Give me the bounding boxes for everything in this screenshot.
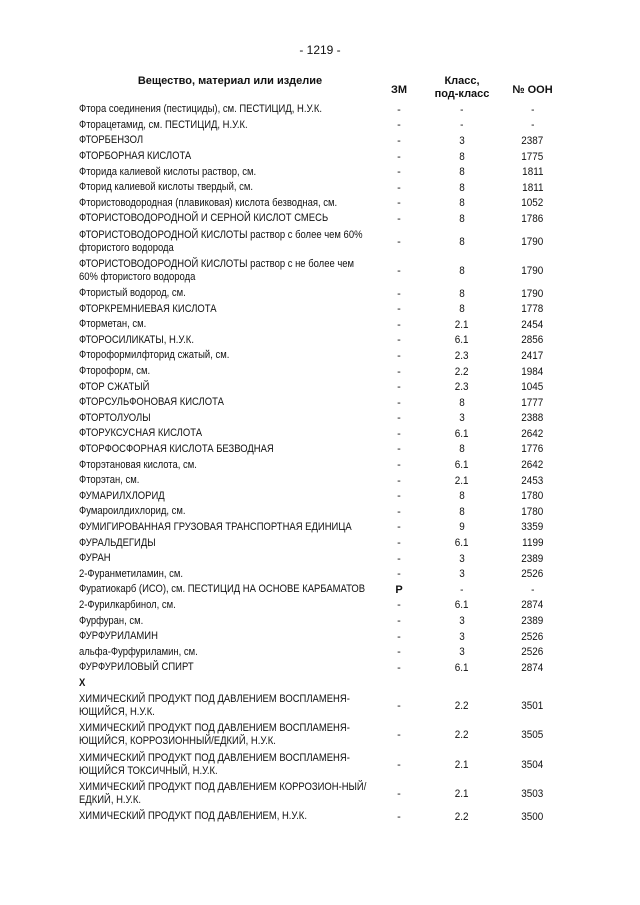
- class-cell: 8: [459, 212, 465, 225]
- zm-cell: -: [397, 381, 401, 394]
- table-row: [0, 426, 640, 442]
- zm-cell: -: [397, 758, 401, 771]
- zm-cell: -: [397, 150, 401, 163]
- page-number: - 1219 -: [299, 43, 341, 57]
- table-row: [0, 333, 640, 349]
- class-cell: 8: [459, 235, 465, 248]
- substance-name: ХИМИЧЕСКИЙ ПРОДУКТ ПОД ДАВЛЕНИЕМ ВОСПЛАМЕНЯ-ЮЩИЙСЯ ТОКСИЧНЫЙ, Н.У.К.: [79, 751, 350, 777]
- table-row: [0, 780, 640, 810]
- substance-name: ФТОРСУЛЬФОНОВАЯ КИСЛОТА: [79, 396, 224, 409]
- class-cell: 6.1: [455, 661, 469, 674]
- substance-name: ФТОРТОЛУОЛЫ: [79, 411, 151, 424]
- un-number-cell: 1780: [521, 505, 544, 518]
- zm-cell: -: [397, 396, 401, 409]
- un-number-cell: 2642: [521, 459, 544, 472]
- table-row: [0, 211, 640, 227]
- zm-cell: -: [397, 599, 401, 612]
- zm-cell: -: [397, 615, 401, 628]
- table-row: [0, 473, 640, 489]
- substance-name: ФТОРОСИЛИКАТЫ, Н.У.К.: [79, 333, 194, 346]
- zm-cell: -: [397, 810, 401, 823]
- class-cell: 3: [459, 568, 465, 581]
- zm-cell: -: [397, 365, 401, 378]
- class-cell: 8: [459, 197, 465, 210]
- zm-cell: -: [397, 119, 401, 132]
- substance-name: альфа-Фурфуриламин, см.: [79, 645, 198, 658]
- zm-cell: -: [397, 459, 401, 472]
- substance-name: Фумароилдихлорид, см.: [79, 505, 186, 518]
- zm-cell: -: [397, 788, 401, 801]
- un-number-cell: 2526: [521, 630, 544, 643]
- class-cell: 3: [459, 412, 465, 425]
- class-cell: [432, 677, 492, 689]
- zm-cell: -: [397, 474, 401, 487]
- table-row: [0, 164, 640, 180]
- header-un-number: № ООН: [512, 84, 553, 96]
- substance-name: Фтора соединения (пестициды), см. ПЕСТИЦИД, Н.У.К.: [79, 103, 322, 116]
- un-number-cell: 3504: [521, 758, 544, 771]
- table-row: [0, 457, 640, 473]
- zm-cell: -: [397, 166, 401, 179]
- class-cell: 6.1: [455, 537, 469, 550]
- header-class: Класс, под-класс: [434, 75, 490, 100]
- zm-cell: -: [397, 197, 401, 210]
- substance-table: [0, 102, 640, 825]
- substance-name: ФУРАЛЬДЕГИДЫ: [79, 536, 156, 549]
- un-number-cell: 2856: [521, 334, 544, 347]
- class-cell: -: [460, 119, 464, 132]
- substance-name: Фторида калиевой кислоты раствор, см.: [79, 165, 257, 178]
- class-cell: 2.1: [455, 474, 469, 487]
- un-number-cell: 3500: [521, 810, 544, 823]
- class-cell: 3: [459, 615, 465, 628]
- substance-name: ФУРФУРИЛАМИН: [79, 630, 158, 643]
- un-number-cell: 1811: [521, 181, 544, 194]
- table-row: [0, 317, 640, 333]
- table-row: [0, 660, 640, 676]
- substance-name: ФТОРУКСУСНАЯ КИСЛОТА: [79, 427, 203, 440]
- table-row: [0, 629, 640, 645]
- class-cell: -: [460, 103, 464, 116]
- un-number-cell: 1778: [521, 303, 544, 316]
- substance-name: Фторметан, см.: [79, 318, 147, 331]
- section-letter-row: [0, 676, 640, 692]
- zm-cell: -: [397, 521, 401, 534]
- substance-name: Фторэтан, см.: [79, 474, 140, 487]
- zm-cell: P: [395, 583, 403, 596]
- zm-cell: -: [397, 303, 401, 316]
- class-cell: 6.1: [455, 427, 469, 440]
- un-number-cell: 1790: [521, 287, 544, 300]
- table-row: [0, 566, 640, 582]
- un-number-cell: -: [530, 103, 535, 116]
- zm-cell: -: [397, 661, 401, 674]
- substance-name: Фтористый водород, см.: [79, 287, 186, 300]
- substance-name: Фторид калиевой кислоты твердый, см.: [79, 181, 254, 194]
- table-row: [0, 598, 640, 614]
- substance-name: Х: [79, 676, 86, 689]
- un-number-cell: 3503: [521, 788, 544, 801]
- class-cell: 6.1: [455, 459, 469, 472]
- class-cell: 2.1: [455, 758, 469, 771]
- substance-name: ХИМИЧЕСКИЙ ПРОДУКТ ПОД ДАВЛЕНИЕМ ВОСПЛАМЕНЯ-ЮЩИЙСЯ, Н.У.К.: [79, 692, 350, 718]
- substance-name: Фтороформилфторид сжатый, см.: [79, 349, 230, 362]
- table-row: [0, 196, 640, 212]
- un-number-cell: 3501: [521, 699, 544, 712]
- class-cell: 3: [459, 134, 465, 147]
- zm-cell: -: [397, 490, 401, 503]
- class-cell: -: [460, 583, 464, 596]
- substance-name: ФТОРИСТОВОДОРОДНОЙ КИСЛОТЫ раствор с не более чем 60% фтористого водорода: [79, 258, 355, 283]
- substance-name: ФУРФУРИЛОВЫЙ СПИРТ: [79, 661, 194, 674]
- un-number-cell: 2417: [521, 349, 544, 362]
- header-substance: Вещество, материал или изделие: [137, 75, 323, 87]
- un-number-cell: 2526: [521, 568, 544, 581]
- un-number-cell: 2389: [521, 552, 544, 565]
- zm-cell: -: [397, 552, 401, 565]
- class-cell: 9: [459, 521, 465, 534]
- substance-name: ФУРАН: [79, 552, 111, 565]
- class-cell: 8: [459, 490, 465, 503]
- table-row: [0, 149, 640, 165]
- substance-name: ХИМИЧЕСКИЙ ПРОДУКТ ПОД ДАВЛЕНИЕМ, Н.У.К.: [79, 810, 307, 823]
- un-number-cell: 1811: [521, 166, 544, 179]
- zm-cell: -: [397, 349, 401, 362]
- substance-name: ФТОРБЕНЗОЛ: [79, 134, 144, 147]
- substance-name: ФТОРКРЕМНИЕВАЯ КИСЛОТА: [79, 302, 217, 315]
- un-number-cell: 1045: [521, 381, 544, 394]
- table-row: [0, 133, 640, 149]
- un-number-cell: 1199: [521, 537, 544, 550]
- class-cell: 2.2: [455, 365, 469, 378]
- class-cell: 3: [459, 646, 465, 659]
- class-cell: 2.3: [455, 381, 469, 394]
- zm-cell: -: [397, 318, 401, 331]
- zm-cell: -: [397, 212, 401, 225]
- un-number-cell: 3359: [521, 521, 544, 534]
- class-cell: 8: [459, 505, 465, 518]
- un-number-cell: 2388: [521, 412, 544, 425]
- substance-name: ФУМИГИРОВАННАЯ ГРУЗОВАЯ ТРАНСПОРТНАЯ ЕДИНИЦА: [79, 520, 352, 533]
- un-number-cell: 1790: [521, 265, 544, 277]
- table-row: [0, 750, 640, 780]
- un-number-cell: 2454: [521, 318, 544, 331]
- un-number-cell: 2874: [521, 661, 544, 674]
- zm-cell: -: [397, 235, 401, 248]
- zm-cell: -: [397, 427, 401, 440]
- un-number-cell: [505, 677, 560, 689]
- table-row: [0, 227, 640, 257]
- un-number-cell: -: [530, 583, 535, 596]
- table-row: [0, 364, 640, 380]
- zm-cell: -: [397, 181, 401, 194]
- class-cell: 2.1: [455, 318, 469, 331]
- un-number-cell: 1776: [521, 443, 544, 456]
- table-row: [0, 721, 640, 751]
- table-row: [0, 411, 640, 427]
- table-row: [0, 488, 640, 504]
- substance-name: ФТОРБОРНАЯ КИСЛОТА: [79, 150, 192, 163]
- substance-name: Фтороформ, см.: [79, 365, 151, 378]
- zm-cell: -: [397, 729, 401, 742]
- substance-name: ФТОРИСТОВОДОРОДНОЙ КИСЛОТЫ раствор с более чем 60% фтористого водорода: [79, 228, 363, 254]
- table-row: [0, 535, 640, 551]
- header-zm: ЗМ: [390, 84, 408, 96]
- substance-name: Фторэтановая кислота, см.: [79, 458, 197, 471]
- zm-cell: -: [397, 265, 401, 277]
- class-cell: 2.3: [455, 349, 469, 362]
- table-row: [0, 504, 640, 520]
- substance-name: 2-Фуранметиламин, см.: [79, 567, 183, 580]
- table-row: [0, 379, 640, 395]
- un-number-cell: 2874: [521, 599, 544, 612]
- class-cell: 8: [459, 166, 465, 179]
- class-cell: 6.1: [455, 599, 469, 612]
- class-cell: 3: [459, 552, 465, 565]
- substance-name: Фурфуран, см.: [79, 614, 144, 627]
- class-cell: 8: [459, 396, 465, 409]
- table-row: [0, 442, 640, 458]
- substance-name: ХИМИЧЕСКИЙ ПРОДУКТ ПОД ДАВЛЕНИЕМ ВОСПЛАМЕНЯ-ЮЩИЙСЯ, КОРРОЗИОННЫЙ/ЕДКИЙ, Н.У.К.: [79, 722, 350, 748]
- table-row: [0, 118, 640, 134]
- substance-name: Фторацетамид, см. ПЕСТИЦИД, Н.У.К.: [79, 118, 248, 131]
- zm-cell: -: [397, 134, 401, 147]
- zm-cell: -: [397, 103, 401, 116]
- class-cell: 3: [459, 630, 465, 643]
- un-number-cell: 1052: [521, 197, 544, 210]
- un-number-cell: 2642: [521, 427, 544, 440]
- zm-cell: -: [397, 537, 401, 550]
- zm-cell: -: [397, 630, 401, 643]
- table-row: [0, 644, 640, 660]
- zm-cell: -: [397, 568, 401, 581]
- table-row: [0, 301, 640, 317]
- table-row: [0, 180, 640, 196]
- class-cell: 2.2: [455, 810, 469, 823]
- substance-name: ФТОР СЖАТЫЙ: [79, 380, 150, 393]
- substance-name: Фуратиокарб (ИСО), см. ПЕСТИЦИД НА ОСНОВЕ КАРБАМАТОВ: [79, 583, 366, 596]
- un-number-cell: 1790: [521, 235, 544, 248]
- class-cell: 8: [459, 181, 465, 194]
- table-row: [0, 691, 640, 721]
- table-row: [0, 520, 640, 536]
- table-row: [0, 582, 640, 598]
- un-number-cell: 1780: [521, 490, 544, 503]
- table-row: [0, 551, 640, 567]
- substance-name: ХИМИЧЕСКИЙ ПРОДУКТ ПОД ДАВЛЕНИЕМ КОРРОЗИОН-НЫЙ/ЕДКИЙ, Н.У.К.: [79, 781, 367, 807]
- substance-name: ФУМАРИЛХЛОРИД: [79, 489, 165, 502]
- substance-name: 2-Фурилкарбинол, см.: [79, 598, 176, 611]
- substance-name: ФТОРФОСФОРНАЯ КИСЛОТА БЕЗВОДНАЯ: [79, 442, 274, 455]
- un-number-cell: 1786: [521, 212, 544, 225]
- class-cell: 2.2: [455, 729, 469, 742]
- class-cell: 2.1: [455, 788, 469, 801]
- table-row: [0, 348, 640, 364]
- un-number-cell: -: [530, 119, 535, 132]
- class-cell: 6.1: [455, 334, 469, 347]
- table-row: [0, 395, 640, 411]
- zm-cell: -: [397, 412, 401, 425]
- table-row: [0, 286, 640, 302]
- table-row: [0, 256, 640, 286]
- class-cell: 8: [459, 303, 465, 316]
- un-number-cell: 1775: [521, 150, 544, 163]
- un-number-cell: 2389: [521, 615, 544, 628]
- zm-cell: -: [397, 505, 401, 518]
- un-number-cell: 3505: [521, 729, 544, 742]
- table-row: [0, 102, 640, 118]
- table-row: [0, 809, 640, 825]
- zm-cell: -: [397, 334, 401, 347]
- table-row: [0, 613, 640, 629]
- un-number-cell: 2526: [521, 646, 544, 659]
- zm-cell: -: [397, 443, 401, 456]
- class-cell: 8: [459, 287, 465, 300]
- class-cell: 8: [459, 443, 465, 456]
- un-number-cell: 2387: [521, 134, 544, 147]
- substance-name: Фтористоводородная (плавиковая) кислота безводная, см.: [79, 196, 338, 209]
- zm-cell: -: [397, 646, 401, 659]
- un-number-cell: 2453: [521, 474, 544, 487]
- class-cell: 8: [459, 265, 465, 277]
- class-cell: 2.2: [455, 699, 469, 712]
- zm-cell: -: [397, 287, 401, 300]
- zm-cell: -: [397, 699, 401, 712]
- un-number-cell: 1984: [521, 365, 544, 378]
- un-number-cell: 1777: [521, 396, 544, 409]
- substance-name: ФТОРИСТОВОДОРОДНОЙ И СЕРНОЙ КИСЛОТ СМЕСЬ: [79, 212, 329, 225]
- class-cell: 8: [459, 150, 465, 163]
